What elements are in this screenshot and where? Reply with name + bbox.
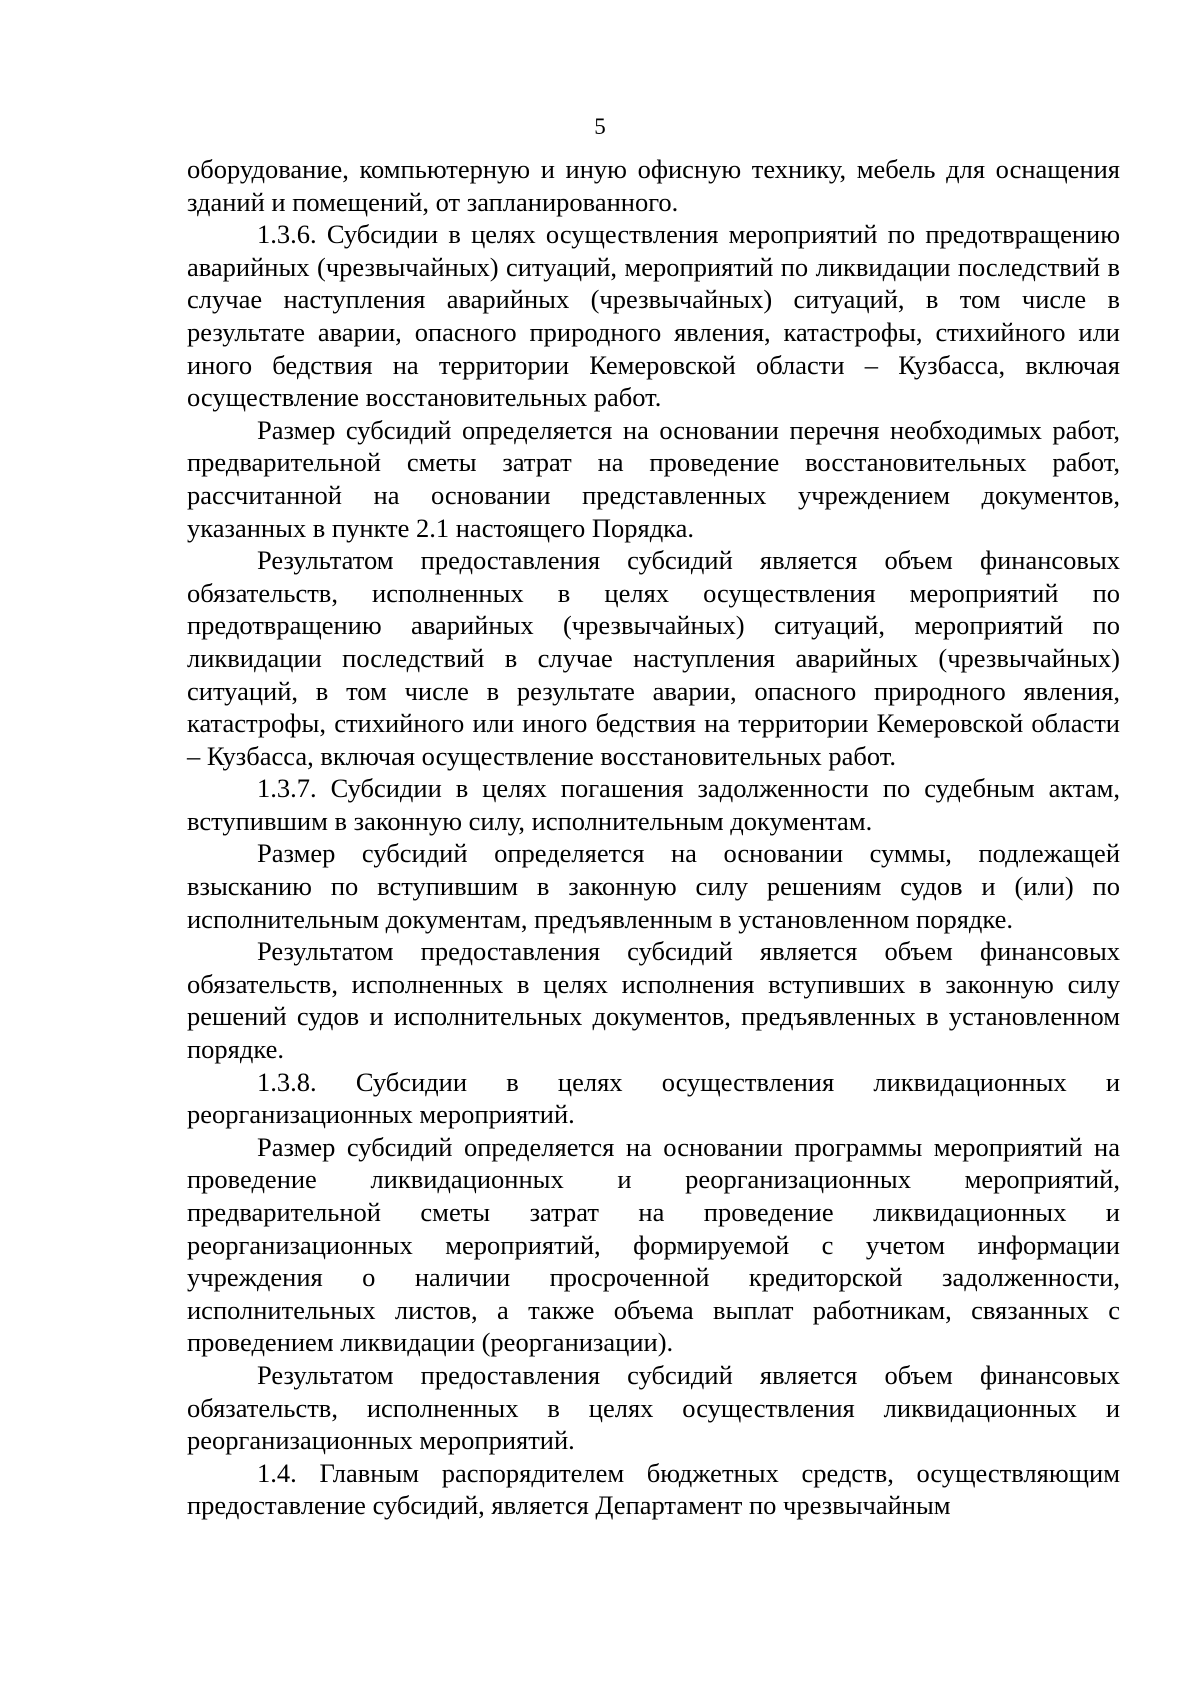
- paragraph-subsidy-result: Результатом предоставления субсидий является объем финансовых обязательств, исполненных в целях осуществления мероприятий по предотвращению аварийных (чрезвычайных) ситуаций, мероприятий по ликвидации последствий в случае наступления аварийных (чрезвычайных) ситуаций, в том числе в результате аварии, опасного природного явления, катастрофы, стихийного или иного бедствия на территории Кемеровской области – Кузбасса, включая осуществление восстановительных работ.: [187, 545, 1120, 771]
- paragraph-continuation: оборудование, компьютерную и иную офисную технику, мебель для оснащения зданий и помещений, от запланированного.: [187, 154, 1120, 217]
- paragraph-1-3-7: 1.3.7. Субсидии в целях погашения задолженности по судебным актам, вступившим в законную силу, исполнительным документам.: [187, 773, 1120, 836]
- paragraph-1-3-8: 1.3.8. Субсидии в целях осуществления ликвидационных и реорганизационных мероприятий.: [187, 1066, 1120, 1130]
- paragraph-subsidy-result: Результатом предоставления субсидий является объем финансовых обязательств, исполненных в целях осуществления ликвидационных и реорганизационных мероприятий.: [187, 1359, 1120, 1456]
- paragraph-subsidy-size: Размер субсидий определяется на основании перечня необходимых работ, предварительной сметы затрат на проведение восстановительных работ, рассчитанной на основании представленных учреждением документов, указанных в пункте 2.1 настоящего Порядка.: [187, 414, 1120, 543]
- paragraph-subsidy-size: Размер субсидий определяется на основании программы мероприятий на проведение ликвидационных и реорганизационных мероприятий, предварительной сметы затрат на проведение ликвидационных и реорганизационных мероприятий, формируемой с учетом информации учреждения о наличии просроченной кредиторской задолженности, исполнительных листов, а также объема выплат работникам, связанных с проведением ликвидации (реорганизации).: [187, 1131, 1120, 1358]
- page-number: 5: [594, 114, 606, 139]
- paragraph-subsidy-size: Размер субсидий определяется на основании суммы, подлежащей взысканию по вступившим в законную силу решениям судов и (или) по исполнительным документам, предъявленным в установленном порядке.: [187, 838, 1120, 934]
- paragraph-1-3-6: 1.3.6. Субсидии в целях осуществления мероприятий по предотвращению аварийных (чрезвычайных) ситуаций, мероприятий по ликвидации последствий в случае наступления аварийных (чрезвычайных) ситуаций, в том числе в результате аварии, опасного природного явления, катастрофы, стихийного или иного бедствия на территории Кемеровской области – Кузбасса, включая осуществление восстановительных работ.: [187, 219, 1120, 413]
- paragraph-1-4: 1.4. Главным распорядителем бюджетных средств, осуществляющим предоставление субсидий, является Департамент по чрезвычайным: [187, 1457, 1120, 1521]
- paragraph-subsidy-result: Результатом предоставления субсидий является объем финансовых обязательств, исполненных в целях исполнения вступивших в законную силу решений судов и исполнительных документов, предъявленных в установленном порядке.: [187, 936, 1120, 1065]
- document-body: [187, 153, 1120, 1522]
